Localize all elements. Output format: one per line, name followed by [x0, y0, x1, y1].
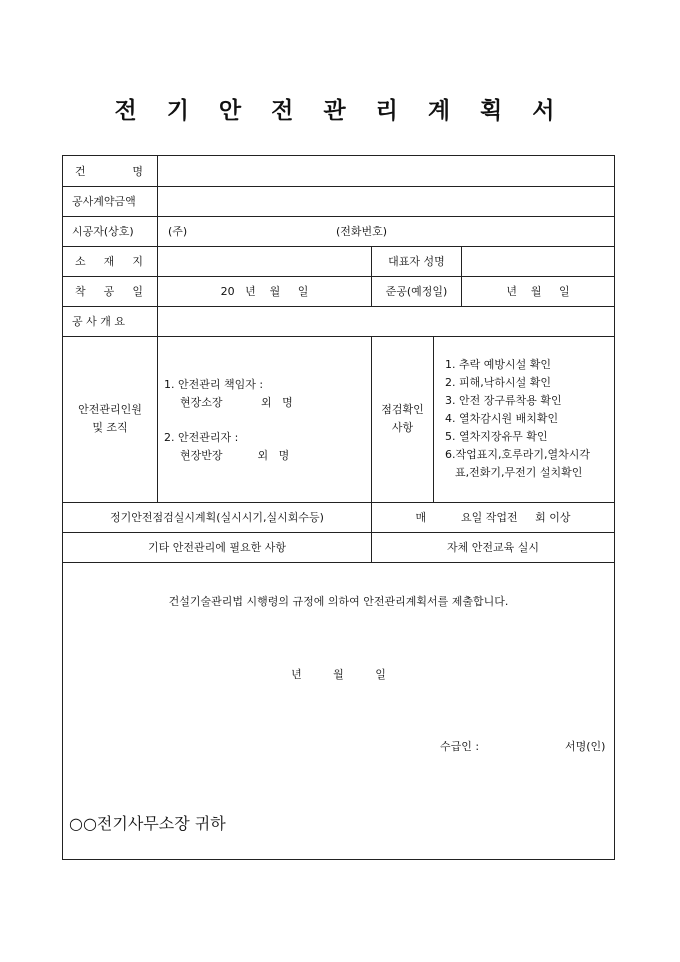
project-name-label: 건 명	[75, 165, 143, 178]
check-item: 1. 추락 예방시설 확인	[445, 358, 551, 371]
overview-label: 공 사 개 요	[72, 315, 125, 328]
signature-label: 서명(인)	[565, 740, 606, 753]
contractor-field[interactable]	[158, 216, 614, 246]
start-date-label: 착 공 일	[75, 285, 143, 298]
contract-amount-field[interactable]	[158, 186, 614, 216]
safety-officer-detail: 현장반장 외 명	[180, 449, 290, 462]
row-divider	[63, 562, 614, 563]
check-item: 2. 피해,낙하시설 확인	[445, 376, 551, 389]
check-item: 5. 열차지장유무 확인	[445, 430, 548, 443]
safety-plan-form	[62, 155, 615, 860]
other-items-label: 기타 안전관리에 필요한 사항	[147, 541, 286, 554]
organization-field[interactable]	[158, 336, 371, 502]
check-items-list	[434, 336, 614, 502]
safety-manager-detail: 현장소장 외 명	[180, 396, 293, 409]
contract-amount-label: 공사계약금액	[72, 195, 136, 208]
addressee: ○○전기사무소장 귀하	[69, 814, 226, 833]
phone-label: (전화번호)	[336, 225, 388, 238]
check-item: 표,전화기,무전기 설치확인	[455, 466, 583, 479]
check-item: 3. 안전 장구류착용 확인	[445, 394, 562, 407]
organization-label: 안전관리인원 및 조직	[78, 403, 142, 434]
completion-label: 준공(예정일)	[385, 285, 448, 298]
safety-manager-item: 1. 안전관리 책임자 :	[164, 378, 264, 391]
location-label: 소 재 지	[75, 255, 143, 268]
representative-label: 대표자 성명	[388, 255, 445, 268]
submission-statement: 건설기술관리법 시행령의 규정에 의하여 안전관리계획서를 제출합니다.	[168, 595, 509, 608]
safety-officer-item: 2. 안전관리자 :	[164, 431, 239, 444]
check-item: 6.작업표지,호루라기,열차시각	[445, 448, 590, 461]
check-item: 4. 열차감시원 배치확인	[445, 412, 559, 425]
other-items-field[interactable]: 자체 안전교육 실시	[446, 541, 539, 554]
inspection-plan-label: 정기안전점검실시계획(실시시기,실시회수등)	[110, 511, 324, 524]
document-title: 전 기 안 전 관 리 계 획 서	[114, 98, 566, 124]
company-prefix: (주)	[168, 225, 188, 238]
overview-field[interactable]	[158, 306, 614, 336]
location-field[interactable]	[158, 246, 371, 276]
recipient-label: 수급인 :	[440, 740, 480, 753]
contractor-label: 시공자(상호)	[72, 225, 134, 238]
representative-field[interactable]	[462, 246, 614, 276]
inspection-plan-field[interactable]: 매 요일 작업전 회 이상	[415, 511, 571, 524]
start-date-field[interactable]: 20 년 월 일	[220, 285, 309, 298]
completion-date-field[interactable]: 년 월 일	[506, 285, 570, 298]
submission-date: 년 월 일	[291, 668, 386, 681]
check-items-label: 점검확인 사항	[381, 403, 424, 434]
project-name-field[interactable]	[158, 156, 614, 186]
